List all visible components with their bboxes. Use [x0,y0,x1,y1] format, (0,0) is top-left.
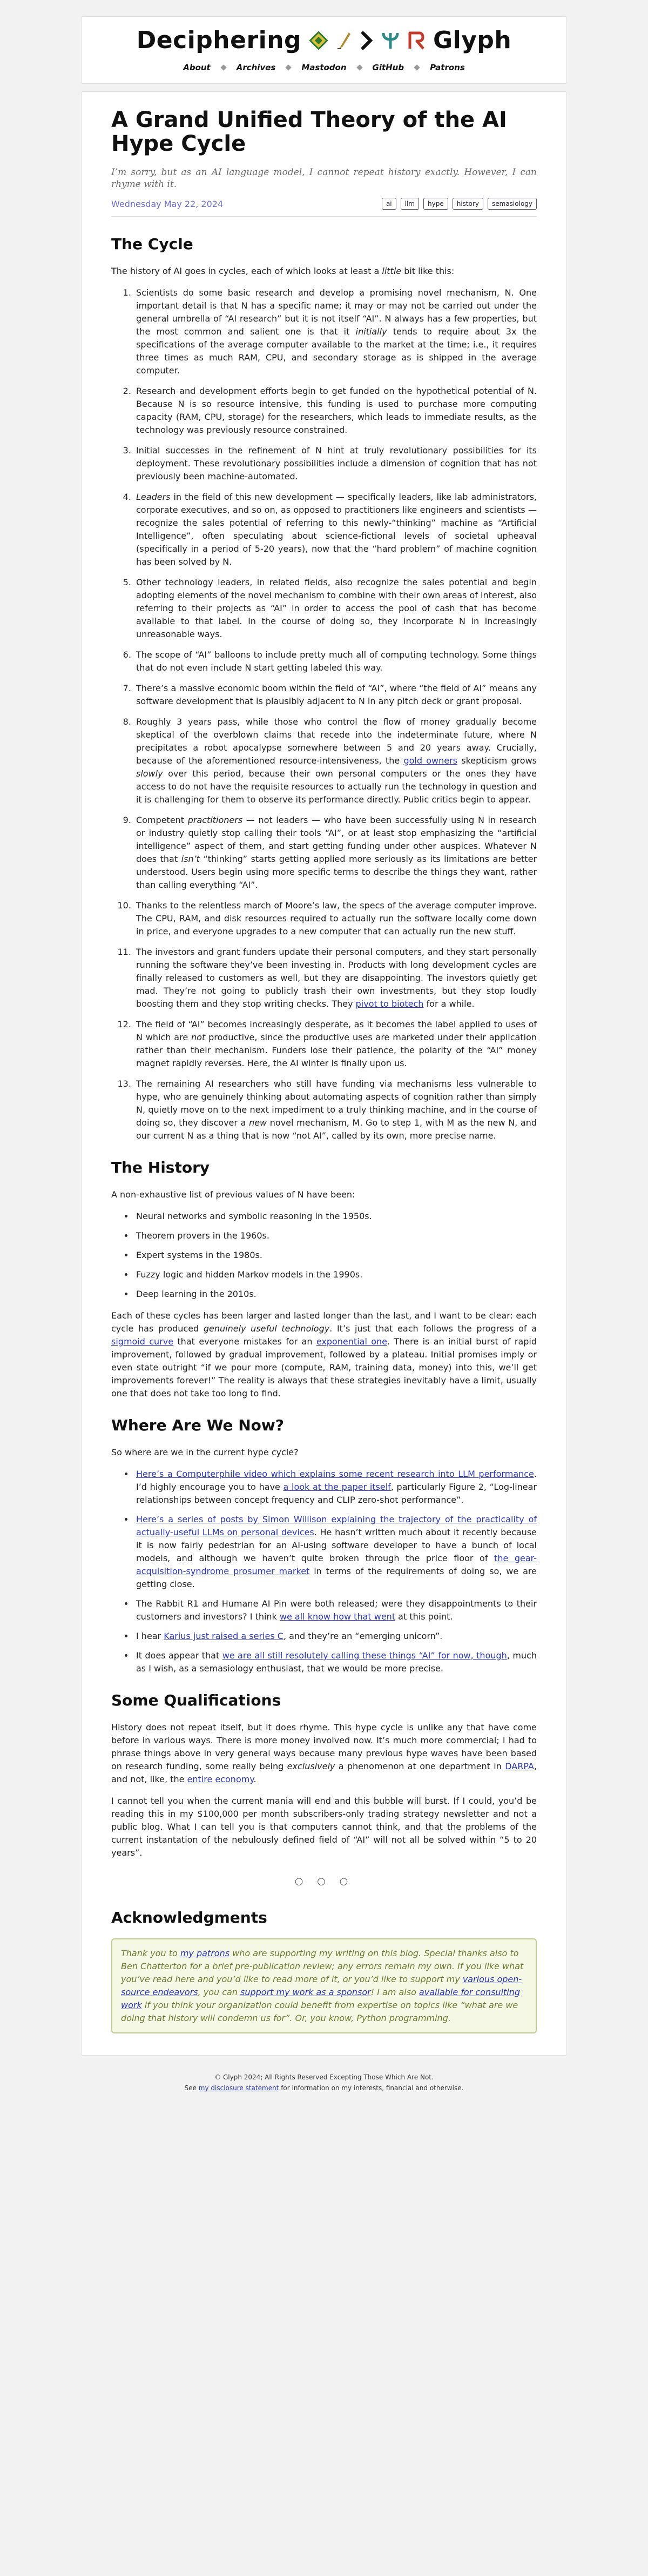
history-item: • Deep learning in the 2010s. [134,1288,537,1301]
history-item: • Theorem provers in the 1960s. [134,1229,537,1242]
link-my-patrons[interactable]: my patrons [180,1948,230,1958]
cycle-intro: The history of AI goes in cycles, each of which looks at least a little bit like this: [111,266,455,276]
link-exponential[interactable]: exponential one [316,1336,387,1347]
diamond-glyph-icon [309,31,328,50]
r-glyph-icon [407,31,426,50]
link-simon-willison[interactable]: Here’s a series of posts by Simon Willison explaining the trajectory of the practicality of actually-useful LLMs on personal devices [136,1514,537,1537]
history-item: • Expert systems in the 1980s. [134,1249,537,1262]
site-title[interactable] [82,26,566,54]
link-open-source[interactable]: various open-source endeavors [121,1974,522,1997]
post-meta [111,198,537,217]
link-pivot-to-biotech[interactable]: pivot to biotech [355,999,424,1009]
cycle-step: 7. There’s a massive economic boom within the field of “AI”, where “the field of AI” means any software development that is plausibly adjacent to N in any pitch deck or grant proposal. [134,682,537,708]
site-title-right: Glyph [433,26,512,54]
link-prosumer-market[interactable]: the gear-acquisition-syndrome prosumer market [136,1553,537,1576]
section-heading-now: Where Are We Now? [111,1416,284,1434]
cycle-steps [111,286,537,1142]
section-heading-acknowledgments: Acknowledgments [111,1909,267,1926]
now-item: • I hear Karius just raised a series C, and they’re an “emerging unicorn”. [134,1630,537,1643]
cycle-step: 8. Roughly 3 years pass, while those who control the flow of money gradually become skeptical of the overblown claims that recede into the indeterminate future, where N precipitates a robot apocalypse somewhere between 5 and 20 years away. Crucially, because of the aforementioned resource-intensiveness, the gold owners skepticism grows slowly over this period, because their own personal computers or the ones they have access to do not have the requisite resources to actually run the technology in question and it is challenging for them to observe its performance directly. Public critics begin to appear. [134,715,537,806]
nav-separator [356,64,362,70]
cycle-step: 11. The investors and grant funders update their personal computers, and they start personally running the software they’ve been investing in. Products with long development cycles are finally released to customers as well, but they are disappointing. The investors quietly get mad. They’re not going to publicly trash their own investments, but they stop loudly boosting them and they stop writing checks. They pivot to biotech for a while. [134,946,537,1011]
quill-glyph-icon [336,31,352,50]
qual-paragraph-1: History does not repeat itself, but it does rhyme. This hype cycle is unlike any that have come before in various ways. There is more money involved now. It’s much more commercial; I had to phrase things above in very general ways because many previous hype waves have been based on research funding, some really being exclusively a phenomenon at one department in DARPA, and not, like, the entire economy. [111,1722,537,1784]
nav-patrons[interactable]: Patrons [430,63,465,72]
main-nav [82,63,566,72]
section-separator: ○ ○ ○ [294,1876,354,1887]
section-heading-qualifications: Some Qualifications [111,1691,281,1709]
acknowledgments-box: Thank you to my patrons who are supporting my writing on this blog. Special thanks also to Ben Chatterton for a brief pre-publication review; any errors remain my own. If you like what you’ve read here and you’d like to read more of it, or you’d like to support my various open-source endeavors, you can support my work as a sponsor! I am also available for consulting work if you think your organization could benefit from expertise on topics like “what are we doing that history will condemn us for”. Or, you know, Python programming. [111,1938,537,2033]
nav-separator [414,64,420,70]
now-item: • Here’s a Computerphile video which explains some recent research into LLM performance. I’d highly encourage you to have a look at the paper itself, particularly Figure 2, “Log-linear relationships between concept frequency and CLIP zero-shot performance”. [134,1468,537,1507]
nav-mastodon[interactable]: Mastodon [301,63,347,72]
cycle-step: 5. Other technology leaders, in related fields, also recognize the sales potential and begin adopting elements of the novel mechanism to combine with their own areas of interest, also referring to their projects as “AI” in order to access the pool of cash that has become available to that label. In the course of doing so, they incorporate N in increasingly unreasonable ways. [134,576,537,641]
cycle-step: 12. The field of “AI” becomes increasingly desperate, as it becomes the label applied to uses of N which are not productive, since the productive uses are marketed under their application rather than their mechanism. Funders lose their patience, the polarity of the “AI” money magnet rapidly reverses. Here, the AI winter is finally upon us. [134,1018,537,1070]
now-item: • The Rabbit R1 and Humane AI Pin were both released; were they disappointments to their customers and investors? I think we all know how that went at this point. [134,1597,537,1623]
nav-separator [286,64,292,70]
cycle-step: 3. Initial successes in the refinement of N hint at truly revolutionary possibilities for its deployment. These revolutionary possibilities include a dimension of cognition that has not previously been machine-automated. [134,444,537,483]
link-still-calling-ai[interactable]: we are all still resolutely calling these things “AI” for now, though [222,1650,507,1661]
post-subtitle: I’m sorry, but as an AI language model, I cannot repeat history exactly. However, I can rhyme with it. [111,167,537,190]
link-gold-owners[interactable]: gold owners [403,755,458,766]
history-item: • Fuzzy logic and hidden Markov models in the 1990s. [134,1268,537,1281]
article [81,91,567,2056]
site-footer [0,2072,648,2104]
cycle-step: 6. The scope of “AI” balloons to include pretty much all of computing technology. Some things that do not even include N start getting labeled this way. [134,648,537,674]
history-item: • Neural networks and symbolic reasoning in the 1950s. [134,1210,537,1223]
cycle-step: 4. Leaders in the field of this new development — specifically leaders, like lab administrators, corporate executives, and so on, as opposed to practitioners like engineers and scientists — recognize the sales potential of referring to this newly-“thinking” machine as “Artificial Intelligence”, often speculating about science-fictional levels of societal upheaval (specifically in a period of 5-20 years), now that the “hard problem” of machine cognition has been solved by N. [134,491,537,568]
link-darpa[interactable]: DARPA [505,1761,534,1771]
cycle-step: 9. Competent practitioners — not leaders — who have been successfully using N in research or industry quietly stop calling their tools “AI”, or at least stop emphasizing the “artificial intelligence” aspect of them, and start getting funding under other auspices. Whatever N does that isn’t “thinking” starts getting applied more seriously as its limitations are better understood. Users begin using more specific terms to describe the things they want, rather than calling everything “AI”. [134,814,537,892]
section-heading-cycle: The Cycle [111,235,193,253]
nav-separator [220,64,226,70]
now-item: • It does appear that we are all still resolutely calling these things “AI” for now, though, much as I wish, as a semasiology enthusiast, that we would be more precise. [134,1649,537,1675]
tag-history[interactable]: history [453,198,483,210]
trident-glyph-icon [381,31,400,50]
now-list [111,1468,537,1675]
link-paper[interactable]: a look at the paper itself [283,1482,391,1492]
section-heading-history: The History [111,1159,210,1176]
now-item: • Here’s a series of posts by Simon Willison explaining the trajectory of the practicality of actually-useful LLMs on personal devices. He hasn’t written much about it recently because it is now fairly pedestrian for an AI-using software developer to have a bunch of local models, and although we haven’t quite broken through the price floor of the gear-acquisition-syndrome prosumer market in terms of the requirements of doing so, we are getting close. [134,1513,537,1591]
tag-semasiology[interactable]: semasiology [488,198,537,210]
post-date[interactable]: Wednesday May 22, 2024 [111,198,224,209]
site-title-left: Deciphering [136,26,302,54]
link-disclosure[interactable]: my disclosure statement [198,2084,279,2092]
cycle-step: 1. Scientists do some basic research and develop a promising novel mechanism, N. One important detail is that N has a specific name; it may or may not be carried out under the general umbrella of “AI research” but it is not itself “AI”. N always has a few properties, but the most common and salient one is that it initially tends to require about 3x the specifications of the average computer available to the market at the time; i.e., it requires three times as much RAM, CPU, and secondary storage as is shipped in the average computer. [134,286,537,377]
link-computerphile-video[interactable]: Here’s a Computerphile video which explains some recent research into LLM performance [136,1469,534,1479]
nav-github[interactable]: GitHub [372,63,404,72]
now-intro: So where are we in the current hype cycle? [111,1447,299,1457]
link-karius[interactable]: Karius just raised a series C [164,1631,284,1641]
nav-archives[interactable]: Archives [236,63,276,72]
footer-copyright: © Glyph 2024; All Rights Reserved Excepting Those Which Are Not. [214,2073,434,2081]
chevron-glyph-icon [360,31,374,50]
history-intro: A non-exhaustive list of previous values of N have been: [111,1189,355,1200]
cycle-step: 10. Thanks to the relentless march of Moore’s law, the specs of the average computer improve. The CPU, RAM, and disk resources required to actually run the software locally come down in price, and everyone upgrades to a new computer that can actually run the new stuff. [134,899,537,938]
site-header [81,16,567,84]
history-paragraph: Each of these cycles has been larger and lasted longer than the last, and I want to be clear: each cycle has produced genuinely useful technology. It’s just that each follows the progress of a sigmoid curve that everyone mistakes for an exponential one. There is an initial burst of rapid improvement, followed by gradual improvement, followed by a plateau. Initial promises imply or even state outright “if we pour more (compute, RAM, training data, money) into this, we’ll get improvements forever!” The reality is always that these strategies inevitably have a limit, usually one that does not take too long to find. [111,1310,537,1399]
post-title: A Grand Unified Theory of the AI Hype Cycle [111,108,507,156]
history-list [111,1210,537,1301]
link-sigmoid-curve[interactable]: sigmoid curve [111,1336,174,1347]
nav-about[interactable]: About [183,63,211,72]
qual-paragraph-2: I cannot tell you when the current mania will end and this bubble will burst. If I could, you’d be reading this in my $100,000 per month subscribers-only trading strategy newsletter and not a public blog. What I can tell you is that computers cannot think, and that the problems of the current instantation of the nebulously defined field of “AI” will not all be solved within “5 to 20 years”. [111,1796,537,1858]
link-sponsor[interactable]: support my work as a sponsor [240,1987,371,1997]
tag-list [382,198,537,210]
tag-llm[interactable]: llm [401,198,419,210]
tag-ai[interactable]: ai [382,198,396,210]
cycle-step: 13. The remaining AI researchers who still have funding via mechanisms less vulnerable to hype, who are genuinely thinking about automating aspects of cognition rather than simply N, quietly move on to the next impediment to a truly thinking machine, and in the course of doing so, they discover a new novel mechanism, M. Go to step 1, with M as the new N, and our current N as a thing that is now “not AI”, called by its own, more precise name. [134,1078,537,1142]
logo-glyphs [309,31,426,50]
link-consulting[interactable]: available for consulting work [121,1987,521,2010]
link-how-that-went[interactable]: we all know how that went [279,1611,396,1622]
footer-disclosure: See my disclosure statement for information on my interests, financial and otherwise. [184,2084,464,2092]
link-entire-economy[interactable]: entire economy [187,1774,254,1784]
tag-hype[interactable]: hype [423,198,448,210]
cycle-step: 2. Research and development efforts begin to get funded on the hypothetical potential of N. Because N is so resource intensive, this funding is used to purchase more computing capacity (RAM, CPU, storage) for the researchers, which leads to immediate results, as the technology was previously resource constrained. [134,385,537,437]
